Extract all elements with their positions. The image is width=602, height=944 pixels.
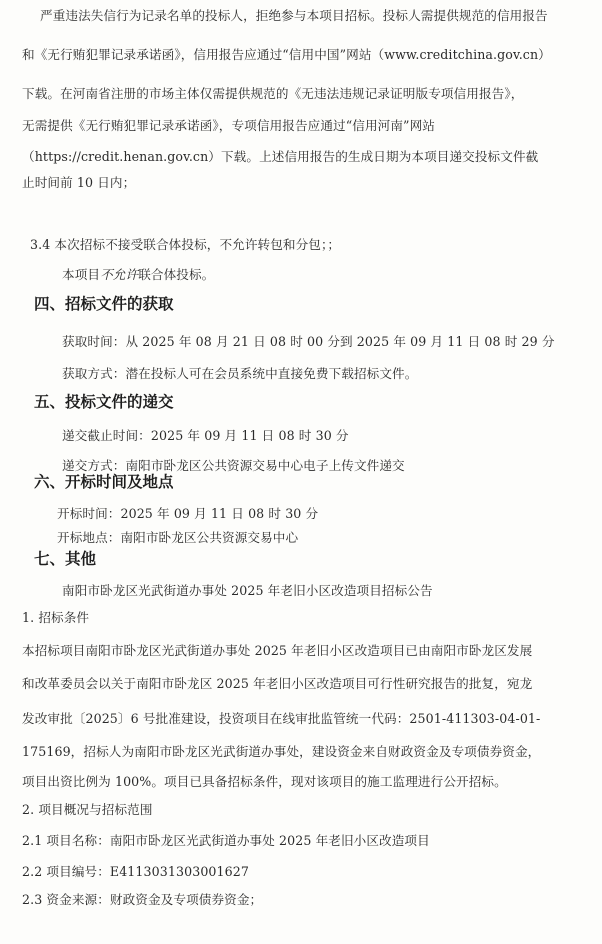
section-6-heading: 六、开标时间及地点 (34, 473, 174, 491)
item-1-line-5: 项目出资比例为 100%。项目已具备招标条件，现对该项目的施工监理进行公开招标。 (22, 774, 507, 789)
item-2-title: 2. 项目概况与招标范围 (22, 802, 153, 817)
intro-line-3: 下载。在河南省注册的市场主体仅需提供规范的《无违法违规记录证明版专项信用报告》， (22, 86, 524, 101)
section-3-4-label: 3.4 本次招标不接受联合体投标，不允许转包和分包；； (30, 237, 341, 252)
intro-line-2: 和《无行贿犯罪记录承诺函》，信用报告应通过“信用中国”网站（www.creditchina.gov.cn） (22, 47, 551, 62)
item-2-2: 2.2 项目编号：E4113031303001627 (22, 864, 249, 879)
announcement-title: 南阳市卧龙区光武街道办事处 2025 年老旧小区改造项目招标公告 (62, 583, 433, 598)
item-2-3: 2.3 资金来源：财政资金及专项债券资金； (22, 892, 263, 907)
item-2-1: 2.1 项目名称：南阳市卧龙区光武街道办事处 2025 年老旧小区改造项目 (22, 833, 430, 848)
note-suffix: 联合体投标。 (138, 267, 215, 282)
intro-line-6: 止时间前 10 日内； (22, 175, 136, 190)
item-1-line-2: 和改革委员会以关于南阳市卧龙区 2025 年老旧小区改造项目可行性研究报告的批复，宛龙 (22, 676, 533, 691)
item-1-line-4: 175169，招标人为南阳市卧龙区光武街道办事处，建设资金来自财政资金及专项债券资金， (22, 744, 541, 759)
section-6-time: 开标时间：2025 年 09 月 11 日 08 时 30 分 (57, 506, 319, 521)
intro-line-5: （https://credit.henan.gov.cn）下载。上述信用报告的生成日期为本项目递交投标文件截 (22, 149, 539, 164)
section-4-method: 获取方式：潜在投标人可在会员系统中直接免费下载招标文件。 (62, 366, 418, 381)
section-4-heading: 四、招标文件的获取 (34, 295, 174, 313)
section-3-4-note (62, 267, 214, 283)
item-1-line-1: 本招标项目南阳市卧龙区光武街道办事处 2025 年老旧小区改造项目已由南阳市卧龙区发展 (22, 643, 533, 658)
section-4-time: 获取时间：从 2025 年 08 月 21 日 08 时 00 分到 2025 年 09 月 11 日 08 时 29 分 (62, 334, 555, 349)
note-prefix: 本项目 (62, 267, 101, 282)
section-5-heading: 五、投标文件的递交 (34, 393, 174, 411)
item-1-title: 1. 招标条件 (22, 610, 90, 625)
intro-line-1: 严重违法失信行为记录名单的投标人，拒绝参与本项目招标。投标人需提供规范的信用报告 (40, 8, 548, 23)
section-6-place: 开标地点：南阳市卧龙区公共资源交易中心 (57, 530, 299, 545)
section-7-heading: 七、其他 (34, 550, 97, 568)
section-5-deadline: 递交截止时间：2025 年 09 月 11 日 08 时 30 分 (62, 428, 349, 443)
intro-line-4: 无需提供《无行贿犯罪记录承诺函》，专项信用报告应通过“信用河南”网站 (22, 118, 435, 133)
item-1-line-3: 发改审批〔2025〕6 号批准建设，投资项目在线审批监管统一代码：2501-411303-04-01- (22, 711, 541, 726)
note-italic: 不允许 (100, 267, 139, 282)
section-5-method: 递交方式：南阳市卧龙区公共资源交易中心电子上传文件递交 (62, 458, 405, 473)
